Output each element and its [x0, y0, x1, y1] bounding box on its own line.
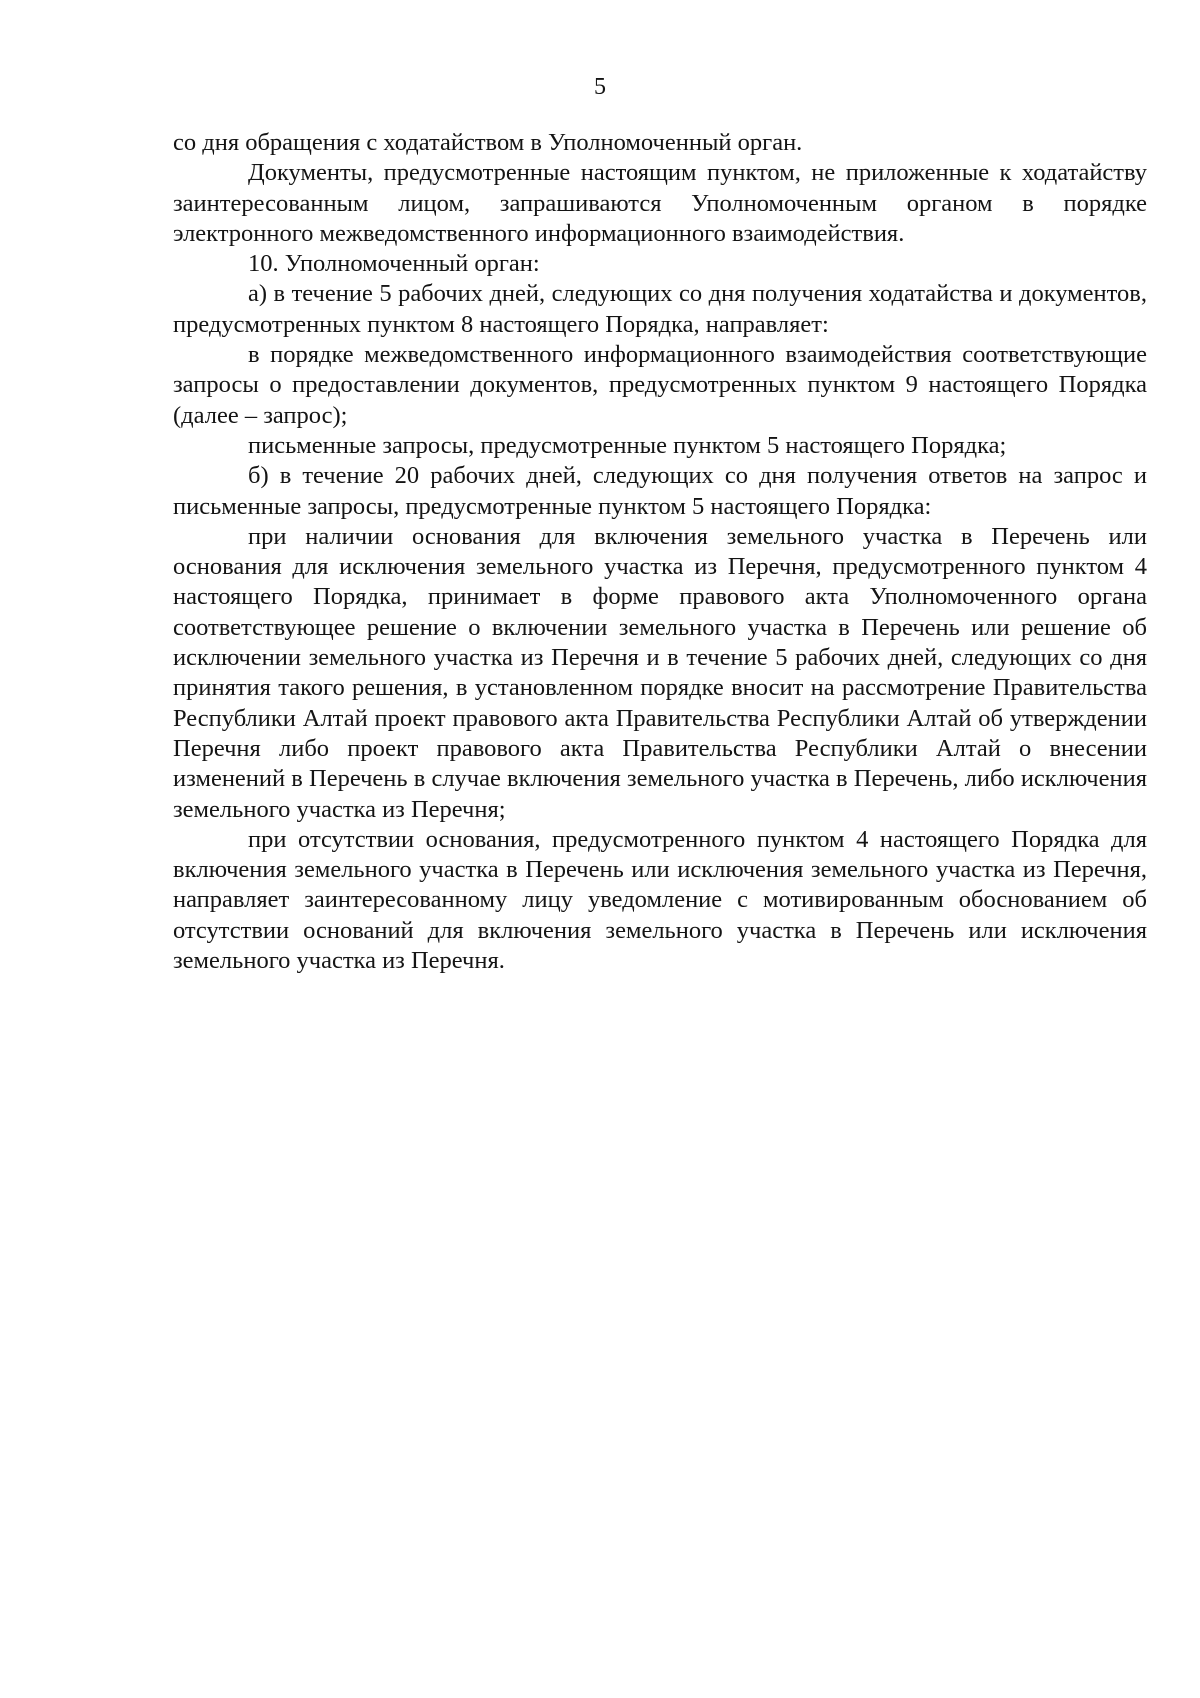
- paragraph-documents-request: Документы, предусмотренные настоящим пунктом, не приложенные к ходатайству заинтересованным лицом, запрашиваются Уполномоченным органом в порядке электронного межведомственного информационного взаимодействия.: [173, 159, 1147, 247]
- paragraph-continuation: со дня обращения с ходатайством в Уполномоченный орган.: [173, 129, 803, 156]
- paragraph-written-requests: письменные запросы, предусмотренные пунктом 5 настоящего Порядка;: [248, 431, 1007, 459]
- paragraph-subitem-a: а) в течение 5 рабочих дней, следующих со дня получения ходатайства и документов, предусмотренных пунктом 8 настоящего Порядка, направляет:: [173, 280, 1147, 338]
- paragraph-item-10-heading: 10. Уполномоченный орган:: [248, 250, 540, 278]
- paragraph-decision-inclusion: при наличии основания для включения земельного участка в Перечень или основания для исключения земельного участка из Перечня, предусмотренного пунктом 4 настоящего Порядка, принимает в форме правового акта Уполномоченного органа соответствующее решение о включении земельного участка в Перечень или решение об исключении земельного участка из Перечня и в течение 5 рабочих дней, следующих со дня принятия такого решения, в установленном порядке вносит на рассмотрение Правительства Республики Алтай проект правового акта Правительства Республики Алтай об утверждении Перечня либо проект правового акта Правительства Республики Алтай о внесении изменений в Перечень в случае включения земельного участка в Перечень, либо исключения земельного участка из Перечня;: [173, 522, 1147, 823]
- document-body: [173, 128, 1147, 976]
- paragraph-decision-refusal: при отсутствии основания, предусмотренного пунктом 4 настоящего Порядка для включения земельного участка в Перечень или исключения земельного участка из Перечня, направляет заинтересованному лицу уведомление с мотивированным обоснованием об отсутствии оснований для включения земельного участка в Перечень или исключения земельного участка из Перечня.: [173, 825, 1147, 975]
- page-number: 5: [594, 74, 606, 100]
- paragraph-subitem-b: б) в течение 20 рабочих дней, следующих со дня получения ответов на запрос и письменные запросы, предусмотренные пунктом 5 настоящего Порядка:: [173, 462, 1147, 520]
- paragraph-interagency-requests: в порядке межведомственного информационного взаимодействия соответствующие запросы о предоставлении документов, предусмотренных пунктом 9 настоящего Порядка (далее – запрос);: [173, 341, 1147, 429]
